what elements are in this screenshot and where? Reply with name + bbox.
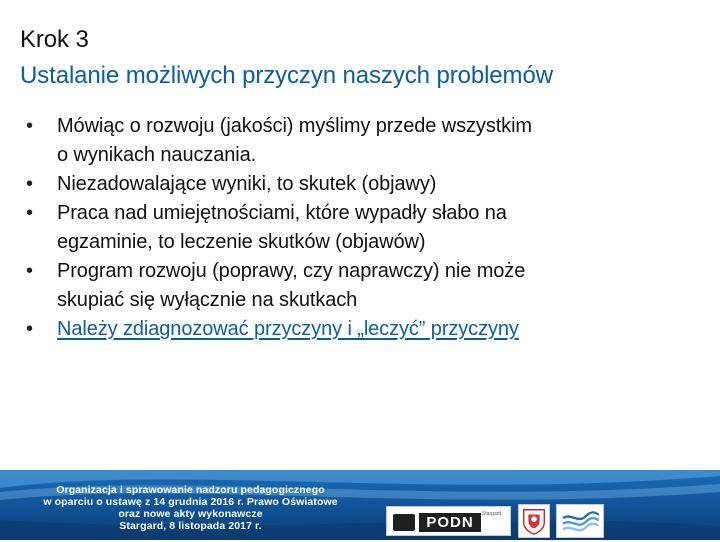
bullet-item xyxy=(22,112,702,170)
bullet-item xyxy=(22,199,702,257)
bullet-dot-icon: • xyxy=(26,173,33,195)
footer-line: w oparciu o ustawę z 14 grudnia 2016 r. Prawo Oświatowe xyxy=(43,496,338,508)
waves-graphic xyxy=(557,505,603,537)
bullet-text: Praca nad umiejętnościami, które wypadły słabo na xyxy=(57,202,507,224)
bullet-text: Program rozwoju (poprawy, czy naprawczy) nie może xyxy=(57,260,526,282)
footer-line: Stargard, 8 listopada 2017 r. xyxy=(119,520,262,532)
slide-title xyxy=(20,22,553,94)
title-step: Krok 3 xyxy=(20,26,89,53)
title-subject: Ustalanie możliwych przyczyn naszych problemów xyxy=(20,62,553,89)
bullet-text: Mówiąc o rozwoju (jakości) myślimy przede wszystkim xyxy=(57,115,532,137)
footer-event-text xyxy=(8,484,373,532)
bullet-dot-icon: • xyxy=(26,115,33,137)
bullet-text: o wynikach nauczania. xyxy=(57,144,257,166)
podn-logo xyxy=(386,506,511,536)
bullet-dot-icon: • xyxy=(26,260,33,282)
footer-logos xyxy=(386,503,720,540)
bullet-item xyxy=(22,170,702,199)
podn-logo-text: PODN xyxy=(419,513,481,532)
bullet-item-link[interactable] xyxy=(22,315,702,344)
bullet-dot-icon: • xyxy=(26,318,33,340)
bullet-item xyxy=(22,257,702,315)
footer-line: oraz nowe akty wykonawcze xyxy=(118,508,263,520)
bullet-text: egzaminie, to leczenie skutków (objawów) xyxy=(57,231,426,253)
crest-graphic xyxy=(519,505,549,537)
podn-logo-small-text: Stargard xyxy=(482,511,502,517)
crest-logo-icon xyxy=(518,504,550,538)
bullet-text: skupiać się wyłącznie na skutkach xyxy=(57,289,358,311)
footer-line: Organizacja i sprawowanie nadzoru pedagogicznego xyxy=(56,484,325,496)
bullet-link-text[interactable]: Należy zdiagnozować przyczyny i „leczyć” przyczyny xyxy=(57,318,519,340)
podn-mark-icon xyxy=(393,514,415,531)
bullet-list xyxy=(22,112,702,344)
bullet-text: Niezadowalające wyniki, to skutek (objawy) xyxy=(57,173,437,195)
waves-logo-icon xyxy=(556,504,604,538)
bullet-dot-icon: • xyxy=(26,202,33,224)
